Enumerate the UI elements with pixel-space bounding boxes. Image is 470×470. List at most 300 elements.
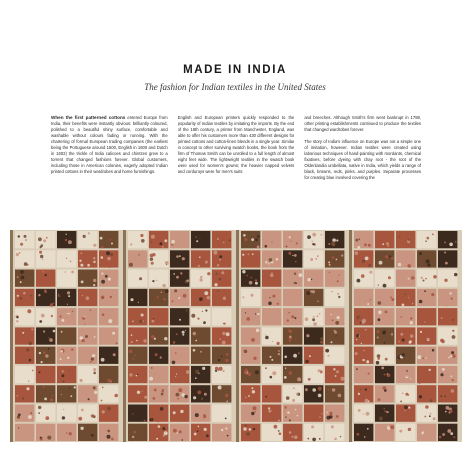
pattern-dot: [289, 336, 292, 339]
pattern-dot: [204, 393, 207, 396]
pattern-dot: [149, 377, 153, 381]
pattern-dot: [367, 342, 369, 344]
pattern-dot: [286, 246, 288, 248]
fabric-swatch: [212, 424, 231, 441]
pattern-dot: [408, 239, 410, 241]
fabric-swatch: [191, 231, 210, 248]
pattern-dot: [421, 284, 423, 286]
pattern-dot: [385, 255, 388, 258]
pattern-dot: [410, 321, 413, 324]
fabric-swatch: [417, 289, 436, 306]
fabric-swatch: [191, 327, 210, 344]
pattern-dot: [93, 313, 97, 317]
pattern-dot: [431, 293, 434, 296]
pattern-dot: [289, 371, 293, 375]
pattern-dot: [200, 275, 202, 277]
pattern-dot: [152, 280, 154, 282]
pattern-dot: [30, 295, 32, 297]
pattern-dot: [390, 297, 392, 299]
pattern-dot: [385, 311, 388, 314]
pattern-dot: [59, 293, 62, 296]
pattern-dot: [185, 330, 186, 331]
pattern-dot: [73, 431, 77, 435]
pattern-dot: [289, 431, 292, 434]
pattern-dot: [27, 309, 31, 313]
pattern-dot: [82, 339, 85, 342]
pattern-dot: [132, 321, 133, 322]
pattern-dot: [42, 259, 43, 260]
fabric-swatch: [417, 231, 436, 248]
pattern-dot: [286, 270, 288, 272]
pattern-dot: [63, 273, 66, 276]
pattern-dot: [450, 432, 453, 435]
pattern-dot: [213, 251, 217, 255]
pattern-dot: [26, 348, 29, 351]
pattern-dot: [106, 413, 108, 415]
pattern-dot: [205, 309, 207, 311]
pattern-dot: [419, 395, 422, 398]
pattern-dot: [90, 310, 91, 311]
pattern-dot: [358, 409, 361, 412]
pattern-dot: [445, 262, 448, 265]
pattern-dot: [360, 389, 362, 391]
pattern-dot: [217, 334, 220, 337]
pattern-dot: [84, 324, 85, 325]
pattern-dot: [246, 317, 250, 321]
pattern-dot: [18, 235, 20, 237]
pattern-dot: [297, 377, 301, 381]
pattern-dot: [242, 354, 245, 357]
pattern-dot: [161, 292, 163, 294]
pattern-dot: [88, 232, 90, 234]
pattern-dot: [407, 394, 409, 396]
fabric-swatch: [438, 308, 457, 325]
pattern-dot: [433, 417, 436, 420]
pattern-dot: [278, 430, 280, 432]
pattern-dot: [157, 296, 159, 298]
pattern-dot: [315, 283, 319, 287]
pattern-dot: [294, 254, 297, 257]
pattern-dot: [143, 339, 146, 342]
fabric-swatch: [212, 347, 231, 364]
pattern-dot: [368, 244, 371, 247]
pattern-dot: [263, 436, 267, 440]
pattern-dot: [442, 368, 445, 371]
pattern-dot: [219, 255, 222, 258]
pattern-dot: [450, 292, 452, 294]
pattern-dot: [271, 241, 272, 242]
pattern-dot: [425, 278, 427, 280]
pattern-dot: [246, 388, 247, 389]
pattern-dot: [165, 410, 167, 412]
fabric-swatch: [128, 347, 147, 364]
pattern-dot: [307, 235, 311, 239]
pattern-dot: [178, 388, 182, 392]
pattern-dot: [432, 386, 435, 389]
pattern-dot: [287, 258, 291, 262]
pattern-dot: [155, 353, 158, 356]
pattern-dot: [198, 292, 200, 294]
pattern-dot: [408, 297, 409, 298]
fabric-swatch: [15, 347, 34, 364]
pattern-dot: [91, 358, 94, 361]
pattern-dot: [152, 320, 155, 323]
pattern-dot: [410, 262, 412, 264]
pattern-dot: [452, 330, 454, 332]
fabric-swatch: [325, 289, 344, 306]
fabric-swatch: [57, 347, 76, 364]
pattern-dot: [91, 414, 94, 417]
pattern-dot: [218, 386, 222, 390]
pattern-dot: [331, 350, 332, 351]
pattern-dot: [83, 316, 84, 317]
pattern-dot: [272, 371, 276, 375]
pattern-dot: [387, 374, 391, 378]
pattern-dot: [100, 237, 103, 240]
pattern-dot: [441, 313, 442, 314]
pattern-dot: [248, 373, 251, 376]
pattern-dot: [62, 370, 64, 372]
pattern-dot: [79, 317, 82, 320]
fabric-swatch: [396, 347, 415, 364]
pattern-dot: [285, 252, 288, 255]
pattern-dot: [384, 374, 386, 376]
pattern-dot: [108, 406, 110, 408]
pattern-dot: [337, 316, 340, 319]
pattern-dot: [176, 276, 179, 279]
fabric-swatch: [396, 366, 415, 383]
pattern-dot: [227, 256, 228, 257]
pattern-dot: [443, 298, 446, 301]
pattern-dot: [286, 295, 287, 296]
pattern-dot: [186, 309, 188, 311]
pattern-dot: [194, 433, 197, 436]
pattern-dot: [452, 253, 456, 257]
pattern-dot: [279, 432, 282, 435]
pattern-dot: [419, 300, 423, 304]
pattern-dot: [17, 244, 20, 247]
pattern-dot: [387, 299, 390, 302]
pattern-dot: [444, 397, 446, 399]
pattern-dot: [136, 375, 138, 377]
pattern-dot: [404, 293, 406, 295]
pattern-dot: [270, 376, 273, 379]
pattern-dot: [290, 378, 291, 379]
pattern-dot: [268, 302, 272, 306]
pattern-dot: [62, 399, 63, 400]
pattern-dot: [359, 299, 361, 301]
fabric-swatch: [304, 250, 323, 267]
fabric-swatch: [354, 385, 373, 402]
pattern-dot: [178, 297, 180, 299]
article-title: MADE IN INDIA: [183, 64, 287, 76]
pattern-dot: [308, 378, 311, 381]
pattern-dot: [46, 374, 48, 376]
fabric-swatch: [78, 424, 97, 441]
pattern-dot: [225, 359, 228, 362]
pattern-dot: [251, 238, 254, 241]
pattern-dot: [286, 396, 290, 400]
pattern-dot: [203, 258, 205, 260]
pattern-dot: [48, 337, 49, 338]
pattern-dot: [219, 259, 221, 261]
fabric-swatch: [170, 270, 189, 287]
pattern-dot: [198, 426, 200, 428]
pattern-dot: [287, 411, 290, 414]
pattern-dot: [378, 398, 381, 401]
pattern-dot: [391, 257, 394, 260]
page-gutter: [10, 230, 13, 442]
pattern-dot: [68, 369, 69, 370]
fabric-swatch: [212, 289, 231, 306]
pattern-dot: [429, 369, 431, 371]
pattern-dot: [427, 310, 428, 311]
pattern-dot: [450, 355, 452, 357]
pattern-dot: [285, 417, 286, 418]
pattern-dot: [356, 319, 359, 322]
pattern-dot: [367, 428, 369, 430]
pattern-dot: [439, 436, 442, 439]
pattern-dot: [142, 391, 143, 392]
pattern-dot: [83, 276, 85, 278]
pattern-dot: [243, 427, 246, 430]
pattern-dot: [408, 278, 410, 280]
pattern-dot: [195, 340, 197, 342]
pattern-dot: [182, 244, 184, 246]
pattern-dot: [315, 258, 316, 259]
pattern-dot: [16, 253, 19, 256]
pattern-dot: [391, 244, 393, 246]
pattern-dot: [329, 398, 330, 399]
pattern-dot: [107, 293, 110, 296]
pattern-dot: [152, 373, 156, 377]
pattern-dot: [242, 296, 244, 298]
pattern-dot: [291, 315, 294, 318]
pattern-dot: [430, 413, 432, 415]
pattern-dot: [153, 397, 156, 400]
pattern-dot: [365, 388, 367, 390]
pattern-dot: [110, 296, 112, 298]
pattern-dot: [252, 390, 255, 393]
pattern-dot: [20, 270, 24, 274]
pattern-dot: [101, 273, 103, 275]
pattern-dot: [408, 407, 410, 409]
pattern-dot: [101, 400, 103, 402]
pattern-dot: [223, 370, 225, 372]
pattern-dot: [197, 391, 201, 395]
fabric-swatch: [262, 366, 281, 383]
pattern-dot: [338, 359, 339, 360]
paragraph: English and European printers quickly responded to the popularity of Indian textiles by imitating the imports. By the end of the 18th century, a printer from Manchester, England, was able to offer his customers more than 430 different designs for printed cottons and cotton-linen blends in a single year. Similar in concept to other surviving swatch books, the book from the firm of Thomas Smith can be unrolled to a full length of almost eight feet wide. The lightweight textiles in the swatch book were used for women's gowns; the heavier napped velvets and corduroys were for men's suits: [177, 115, 295, 175]
pattern-dot: [204, 315, 208, 319]
fabric-swatch: [325, 250, 344, 267]
pattern-dot: [41, 314, 45, 318]
pattern-dot: [383, 408, 385, 410]
pattern-dot: [336, 335, 337, 336]
pattern-dot: [320, 337, 323, 340]
pattern-dot: [365, 399, 369, 403]
pattern-dot: [48, 348, 50, 350]
pattern-dot: [253, 428, 255, 430]
pattern-dot: [130, 243, 132, 245]
pattern-dot: [312, 318, 315, 321]
pattern-dot: [218, 369, 219, 370]
pattern-dot: [221, 416, 224, 419]
pattern-dot: [150, 254, 154, 258]
pattern-dot: [136, 340, 138, 342]
pattern-dot: [81, 409, 84, 412]
pattern-dot: [63, 409, 64, 410]
pattern-dot: [183, 294, 187, 298]
pattern-dot: [223, 323, 225, 325]
pattern-dot: [337, 280, 339, 282]
pattern-dot: [151, 335, 155, 339]
pattern-dot: [440, 395, 442, 397]
pattern-dot: [129, 373, 132, 376]
lead-in: When the first patterned cottons: [51, 115, 126, 120]
pattern-dot: [271, 231, 275, 235]
pattern-dot: [368, 373, 370, 375]
pattern-dot: [72, 311, 74, 313]
pattern-dot: [417, 355, 421, 359]
fabric-swatch: [36, 424, 55, 441]
pattern-dot: [39, 371, 41, 373]
pattern-dot: [67, 304, 68, 305]
pattern-dot: [217, 264, 219, 266]
pattern-dot: [299, 273, 303, 277]
pattern-dot: [357, 279, 361, 283]
pattern-dot: [357, 433, 360, 436]
fabric-swatch: [191, 405, 210, 422]
pattern-dot: [383, 386, 387, 390]
pattern-dot: [67, 291, 70, 294]
pattern-dot: [332, 319, 334, 321]
pattern-dot: [60, 358, 62, 360]
pattern-dot: [356, 334, 359, 337]
pattern-dot: [295, 261, 297, 263]
pattern-dot: [402, 392, 404, 394]
pattern-dot: [400, 410, 402, 412]
pattern-dot: [391, 333, 393, 335]
pattern-dot: [310, 258, 313, 261]
pattern-dot: [422, 357, 424, 359]
pattern-dot: [202, 367, 205, 370]
pattern-dot: [369, 271, 372, 274]
pattern-dot: [254, 298, 256, 300]
pattern-dot: [225, 427, 227, 429]
pattern-dot: [196, 240, 198, 242]
pattern-dot: [341, 377, 345, 381]
pattern-dot: [257, 313, 259, 315]
pattern-dot: [45, 274, 47, 276]
pattern-dot: [320, 341, 323, 344]
pattern-dot: [184, 334, 187, 337]
pattern-dot: [138, 302, 139, 303]
pattern-dot: [29, 342, 32, 345]
pattern-dot: [28, 415, 32, 419]
pattern-dot: [319, 416, 321, 418]
fabric-swatch: [304, 270, 323, 287]
pattern-dot: [29, 298, 32, 301]
pattern-dot: [132, 436, 135, 439]
pattern-dot: [17, 276, 19, 278]
pattern-dot: [153, 318, 154, 319]
pattern-dot: [386, 242, 389, 245]
pattern-dot: [93, 257, 96, 260]
pattern-dot: [305, 388, 308, 391]
swatch-grid: [10, 230, 462, 442]
pattern-dot: [377, 330, 380, 333]
pattern-dot: [313, 322, 317, 326]
pattern-dot: [245, 312, 246, 313]
pattern-dot: [421, 432, 423, 434]
fabric-swatch: [354, 347, 373, 364]
pattern-dot: [182, 331, 185, 334]
pattern-dot: [144, 396, 147, 399]
pattern-dot: [270, 273, 274, 277]
pattern-dot: [339, 275, 340, 276]
pattern-dot: [93, 244, 96, 247]
pattern-dot: [404, 410, 405, 411]
pattern-dot: [312, 243, 314, 245]
pattern-dot: [93, 279, 96, 282]
pattern-dot: [162, 284, 165, 287]
pattern-dot: [216, 410, 218, 412]
pattern-dot: [271, 338, 274, 341]
pattern-dot: [78, 417, 82, 421]
pattern-dot: [68, 295, 70, 297]
pattern-dot: [151, 235, 155, 239]
pattern-dot: [93, 261, 95, 263]
pattern-dot: [377, 337, 379, 339]
pattern-dot: [305, 317, 309, 321]
pattern-dot: [108, 278, 111, 281]
pattern-dot: [412, 303, 413, 304]
pattern-dot: [43, 386, 45, 388]
pattern-dot: [400, 333, 403, 336]
pattern-dot: [94, 391, 97, 394]
pattern-dot: [265, 367, 267, 369]
pattern-dot: [318, 394, 322, 398]
pattern-dot: [215, 367, 219, 371]
pattern-dot: [449, 243, 453, 247]
fabric-swatch: [283, 231, 302, 248]
pattern-dot: [321, 409, 322, 410]
pattern-dot: [444, 242, 446, 244]
pattern-dot: [73, 407, 76, 410]
pattern-dot: [17, 395, 19, 397]
pattern-dot: [108, 319, 112, 323]
pattern-dot: [312, 388, 316, 392]
pattern-dot: [43, 278, 47, 282]
pattern-dot: [137, 391, 140, 394]
pattern-dot: [226, 321, 229, 324]
pattern-dot: [177, 432, 178, 433]
pattern-dot: [219, 367, 223, 371]
pattern-dot: [356, 232, 357, 233]
pattern-dot: [130, 298, 133, 301]
pattern-dot: [401, 353, 405, 357]
pattern-dot: [105, 275, 108, 278]
pattern-dot: [400, 401, 402, 403]
pattern-dot: [179, 255, 181, 257]
pattern-dot: [219, 338, 221, 340]
pattern-dot: [107, 430, 110, 433]
pattern-dot: [131, 341, 133, 343]
pattern-dot: [70, 395, 72, 397]
pattern-dot: [88, 398, 90, 400]
pattern-dot: [103, 311, 106, 314]
